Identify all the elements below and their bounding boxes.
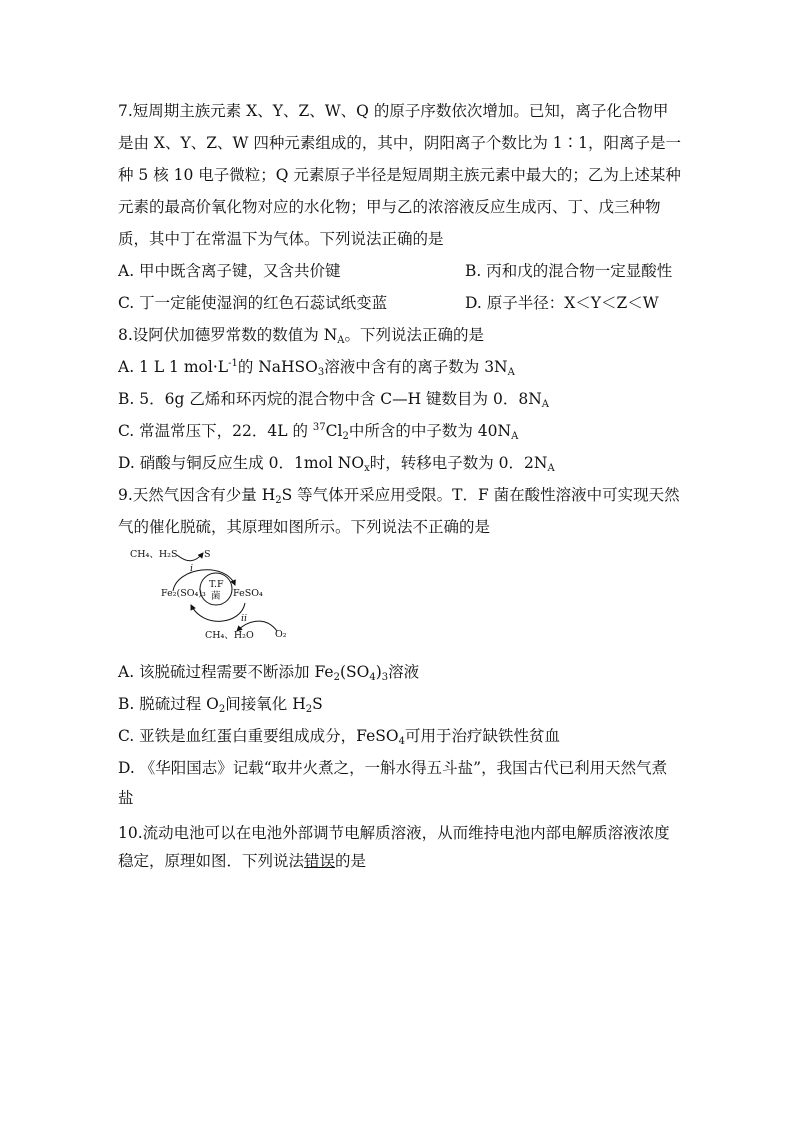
q8-option-a: A. 1 L 1 $mol\cdot L^{-1}$的 NaHSO$_3$溶液中含有的离子数为 $3N_A$ [118, 358, 515, 378]
diagram-label-fe2so43: Fe₂(SO₄)₃ [161, 588, 206, 599]
q9-stem-line-2: 气的催化脱硫，其原理如图所示。下列说法不正确的是 [118, 518, 491, 536]
diagram-arrow-top [177, 553, 203, 561]
q7-option-c: C. 丁一定能使湿润的红色石蕊试纸变蓝 [118, 294, 388, 312]
diagram-label-ch4-h2o: CH₄、H₂O [205, 630, 254, 641]
q9-stem-line-1: 9.天然气因含有少量 $H_2S$ 等气体开采应用受限。T．F 菌在酸性溶液中可实现天然 [118, 486, 680, 506]
q7-stem-line-4: 元素的最高价氧化物对应的水化物；甲与乙的浓溶液反应生成丙、丁、戊三种物 [118, 198, 661, 216]
q7-option-a: A. 甲中既含离子键，又含共价键 [118, 262, 341, 280]
diagram-label-s: S [204, 549, 211, 560]
diagram-label-bacteria: 菌 [211, 591, 221, 602]
q9-option-a: A. 该脱硫过程需要不断添加 $Fe_2(SO_4)_3$溶液 [118, 663, 420, 683]
diagram-arrow-lower-arc [191, 603, 245, 621]
q9-option-d-line-2: 盐 [118, 789, 134, 807]
diagram-label-ch4-h2s: CH₄、H₂S [130, 549, 178, 560]
q8-option-c: C. 常温常压下，22．4L 的 $^{37}Cl_2$中所含的中子数为 $40N_A$ [118, 422, 519, 442]
q7-stem-line-3: 种 5 核 10 电子微粒；Q 元素原子半径是短周期主族元素中最大的；乙为上述某种 [118, 166, 681, 184]
diagram-label-ii: ii [241, 613, 248, 624]
diagram-label-o2: O₂ [275, 629, 287, 640]
q8-stem: 8.设阿伏加德罗常数的数值为 $N_A$。下列说法正确的是 [118, 326, 485, 346]
q9-option-b: B. 脱硫过程 $O_2$间接氧化 $H_2S$ [118, 695, 323, 715]
q10-underlined-word: 错误 [304, 852, 336, 870]
q10-stem-line-2: 稳定，原理如图．下列说法错误的是 [118, 852, 367, 870]
q9-option-d-line-1: D. 《华阳国志》记载“取井火煮之，一斛水得五斗盐”，我国古代已利用天然气煮 [118, 759, 668, 777]
q8-option-d: D. 硝酸与铜反应生成 0．1mol $NO_x$时，转移电子数为 0．$2N_A$ [118, 454, 555, 474]
q9-option-c: C. 亚铁是血红蛋白重要组成成分，FeSO$_4$可用于治疗缺铁性贫血 [118, 727, 560, 747]
q8-option-b: B. 5．6g 乙烯和环丙烷的混合物中含 C—H 键数目为 0．$8N_A$ [118, 390, 549, 410]
q7-option-d: D. 原子半径：X＜Y＜Z＜W [465, 294, 659, 312]
q7-option-b: B. 丙和戊的混合物一定显酸性 [465, 262, 673, 280]
q7-stem-line-1: 7.短周期主族元素 X、Y、Z、W、Q 的原子序数依次增加。已知，离子化合物甲 [118, 102, 669, 120]
diagram-label-tf: T.F [209, 579, 224, 590]
diagram-label-i: i [190, 563, 194, 574]
q7-stem-line-5: 质，其中丁在常温下为气体。下列说法正确的是 [118, 230, 444, 248]
q7-stem-line-2: 是由 X、Y、Z、W 四种元素组成的，其中，阴阳离子个数比为 1∶1，阳离子是一 [118, 134, 681, 152]
desulfurization-cycle-diagram [125, 543, 300, 643]
diagram-label-feso4: FeSO₄ [233, 588, 263, 599]
q10-stem-line-1: 10.流动电池可以在电池外部调节电解质溶液，从而维持电池内部电解质溶液浓度 [118, 824, 670, 842]
